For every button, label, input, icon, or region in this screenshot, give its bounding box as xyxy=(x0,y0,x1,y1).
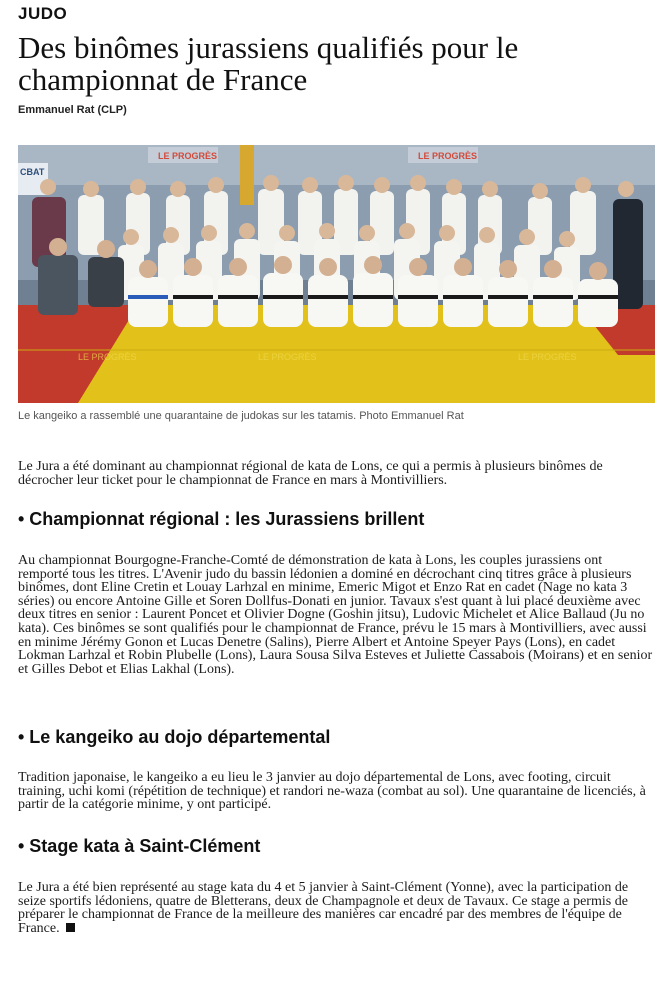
section-text-championnat: Au championnat Bourgogne-Franche-Comté de démonstration de kata à Lons, les couples jurassiens ont remporté tous les titres. L'Avenir judo du bassin lédonien a dominé en décrochant cinq titres grâce à plusieurs binômes, dont Eline Cretin et Louay Larhzal en minime, Emeric Migot et Enzo Rat en cadet (Nage no kata 3 séries) ou encore Antoine Gille et Soren Dollfus-Donati en junior. Tavaux s'est quant à lui placé deuxième avec deux titres en senior : Laurent Poncet et Olivier Dogne (Goshin jitsu), Ludovic Michelet et Alice Ballaud (Ju no kata). Ces binômes se sont qualifiés pour le championnat de France, prévu le 15 mars à Montivilliers, avec aussi en minime Jérémy Gonon et Lucas Denetre (Salins), Pierre Albert et Antoine Speyer Pays (Lons), en cadet Lokman Larhzal et Robin Plubelle (Lons), Laura Sousa Silva Esteves et Juliette Cassabois (Moirans) et en senior et Gilles Debot et Elias Lakhal (Lons). xyxy=(18,553,653,677)
photo-caption: Le kangeiko a rassemblé une quarantaine de judokas sur les tatamis. Photo Emmanuel Rat xyxy=(18,410,464,422)
article-lead: Le Jura a été dominant au championnat régional de kata de Lons, ce qui a permis à plusieurs binômes de décrocher leur ticket pour le championnat de France en mars à Montivilliers. xyxy=(18,459,603,488)
section-heading-stage: • Stage kata à Saint-Clément xyxy=(18,836,261,856)
group-photo-illustration xyxy=(18,145,655,403)
group-photo xyxy=(18,145,655,403)
end-of-article-square-icon xyxy=(66,923,75,932)
section-rubric: JUDO xyxy=(18,4,68,23)
watermark-1: LE PROGRÈS xyxy=(78,352,137,362)
section-text-stage-wrapper xyxy=(18,881,656,935)
wall-sign: CBAT xyxy=(20,167,45,177)
section-text-stage: Le Jura a été bien représenté au stage kata du 4 et 5 janvier à Saint-Clément (Yonne), avec la participation de seize sportifs lédoniens, quatre de Bletterans, deux de Champagnole et deux de Tavaux. Ce stage a permis de préparer le championnat de France de la meilleure des manières car encadré par des membres de l'équipe de France. xyxy=(18,880,629,936)
section-text-kangeiko: Tradition japonaise, le kangeiko a eu lieu le 3 janvier au dojo départemental de Lons, avec footing, circuit training, uchi komi (répétition de technique) et randori ne-waza (combat au sol). Une quarantaine de licenciés, à partir de la catégorie minime, y ont participé. xyxy=(18,770,646,813)
banner-text-left: LE PROGRÈS xyxy=(158,151,218,161)
article-title: Des binômes jurassiens qualifiés pour le championnat de France xyxy=(18,30,519,97)
watermark-2: LE PROGRÈS xyxy=(258,352,317,362)
section-heading-kangeiko: • Le kangeiko au dojo départemental xyxy=(18,727,331,747)
watermark-3: LE PROGRÈS xyxy=(518,352,577,362)
section-heading-championnat: • Championnat régional : les Jurassiens brillent xyxy=(18,509,425,529)
banner-text-right: LE PROGRÈS xyxy=(418,151,478,161)
byline: Emmanuel Rat (CLP) xyxy=(18,104,127,116)
